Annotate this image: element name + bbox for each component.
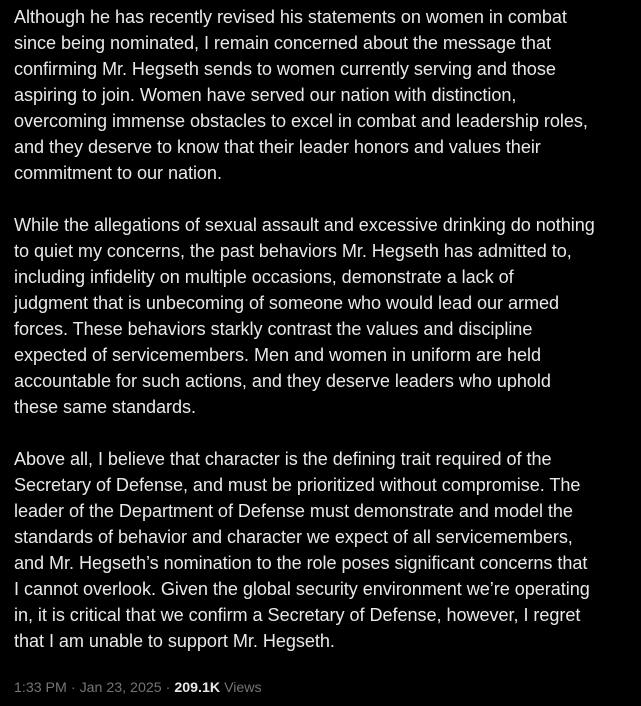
post-time: 1:33 PM xyxy=(14,680,67,696)
post-timestamp-link[interactable] xyxy=(14,680,162,696)
post-paragraph-2: While the allegations of sexual assault and excessive drinking do nothing to quiet my concerns, the past behaviors Mr. Hegseth has admitted to, including infidelity on multiple occasions, demonstrate a lack of judgment that is unbecoming of someone who would lead our armed forces. These behaviors starkly contrast the values and discipline expected of servicemembers. Men and women in uniform are held accountable for such actions, and they deserve leaders who uphold these same standards. xyxy=(14,215,595,417)
timestamp-separator: · xyxy=(70,680,76,696)
views-separator: · xyxy=(165,680,171,696)
post-body xyxy=(14,4,634,680)
post-date: Jan 23, 2025 xyxy=(79,680,162,696)
views-label: Views xyxy=(224,680,262,696)
post-metadata xyxy=(14,678,262,698)
views-count: 209.1K xyxy=(174,680,221,696)
post-paragraph-3: Above all, I believe that character is the defining trait required of the Secretary of Defense, and must be prioritized without compromise. The leader of the Department of Defense must demonstrate and model the standards of behavior and character we expect of all servicemembers, and Mr. Hegseth’s nomination to the role poses significant concerns that I cannot overlook. Given the global security environment we’re operating in, it is critical that we confirm a Secretary of Defense, however, I regret that I am unable to support Mr. Hegseth. xyxy=(14,449,590,651)
post-paragraph-1: Although he has recently revised his statements on women in combat since being nominated, I remain concerned about the message that confirming Mr. Hegseth sends to women currently serving and those aspiring to join. Women have served our nation with distinction, overcoming immense obstacles to excel in combat and leadership roles, and they deserve to know that their leader honors and values their commitment to our nation. xyxy=(14,7,588,183)
